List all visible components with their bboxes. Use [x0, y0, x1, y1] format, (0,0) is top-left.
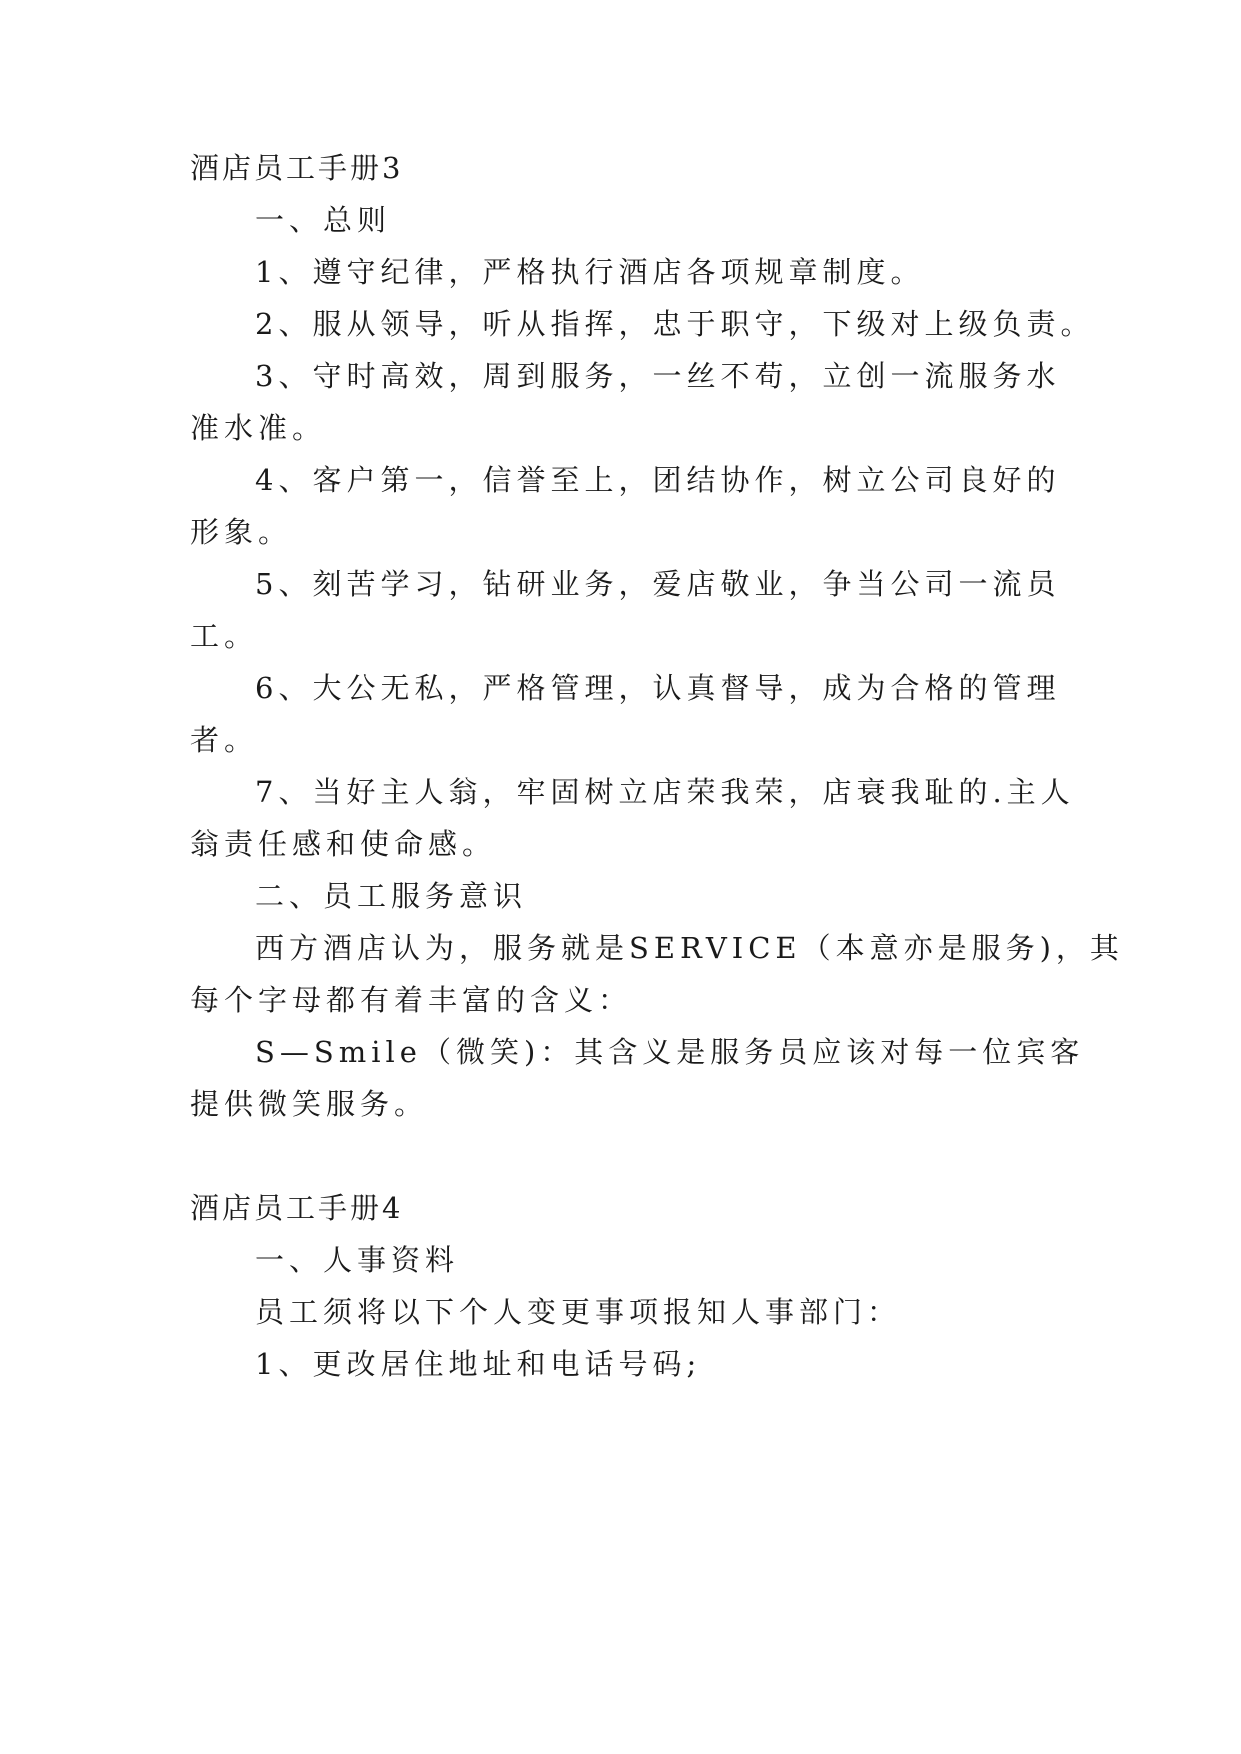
paragraph-line: 每个字母都有着丰富的含义： [190, 983, 633, 1017]
paragraph-line: 5、刻苦学习，钻研业务，爱店敬业，争当公司一流员 [255, 567, 1061, 601]
paragraph-line: 一、总则 [255, 203, 392, 237]
paragraph-line: 1、更改居住地址和电话号码; [255, 1347, 702, 1381]
paragraph-line: 二、员工服务意识 [255, 879, 528, 913]
paragraph-line: 一、人事资料 [255, 1243, 460, 1277]
section-title: 酒店员工手册3 [190, 151, 404, 185]
paragraph-line: 7、当好主人翁，牢固树立店荣我荣，店衰我耻的.主人 [255, 775, 1075, 809]
paragraph-line: 者。 [190, 723, 259, 757]
paragraph-line: 1、遵守纪律，严格执行酒店各项规章制度。 [255, 255, 925, 289]
paragraph-line: 工。 [190, 619, 259, 653]
paragraph-line: 翁责任感和使命感。 [190, 827, 497, 861]
paragraph-line: 6、大公无私，严格管理，认真督导，成为合格的管理 [255, 671, 1061, 705]
paragraph-line: 形象。 [190, 515, 293, 549]
paragraph-line: 4、客户第一，信誉至上，团结协作，树立公司良好的 [255, 463, 1061, 497]
section-title: 酒店员工手册4 [190, 1191, 404, 1225]
paragraph-line: 准水准。 [190, 411, 327, 445]
paragraph-line: 2、服从领导，听从指挥，忠于职守，下级对上级负责。 [255, 307, 1095, 341]
paragraph-line: 西方酒店认为，服务就是SERVICE（本意亦是服务)，其 [255, 931, 1124, 965]
paragraph-line: S—Smile（微笑)：其含义是服务员应该对每一位宾客 [255, 1035, 1085, 1069]
paragraph-line: 提供微笑服务。 [190, 1087, 429, 1121]
paragraph-line: 3、守时高效，周到服务，一丝不苟，立创一流服务水 [255, 359, 1061, 393]
paragraph-line: 员工须将以下个人变更事项报知人事部门： [255, 1295, 902, 1329]
